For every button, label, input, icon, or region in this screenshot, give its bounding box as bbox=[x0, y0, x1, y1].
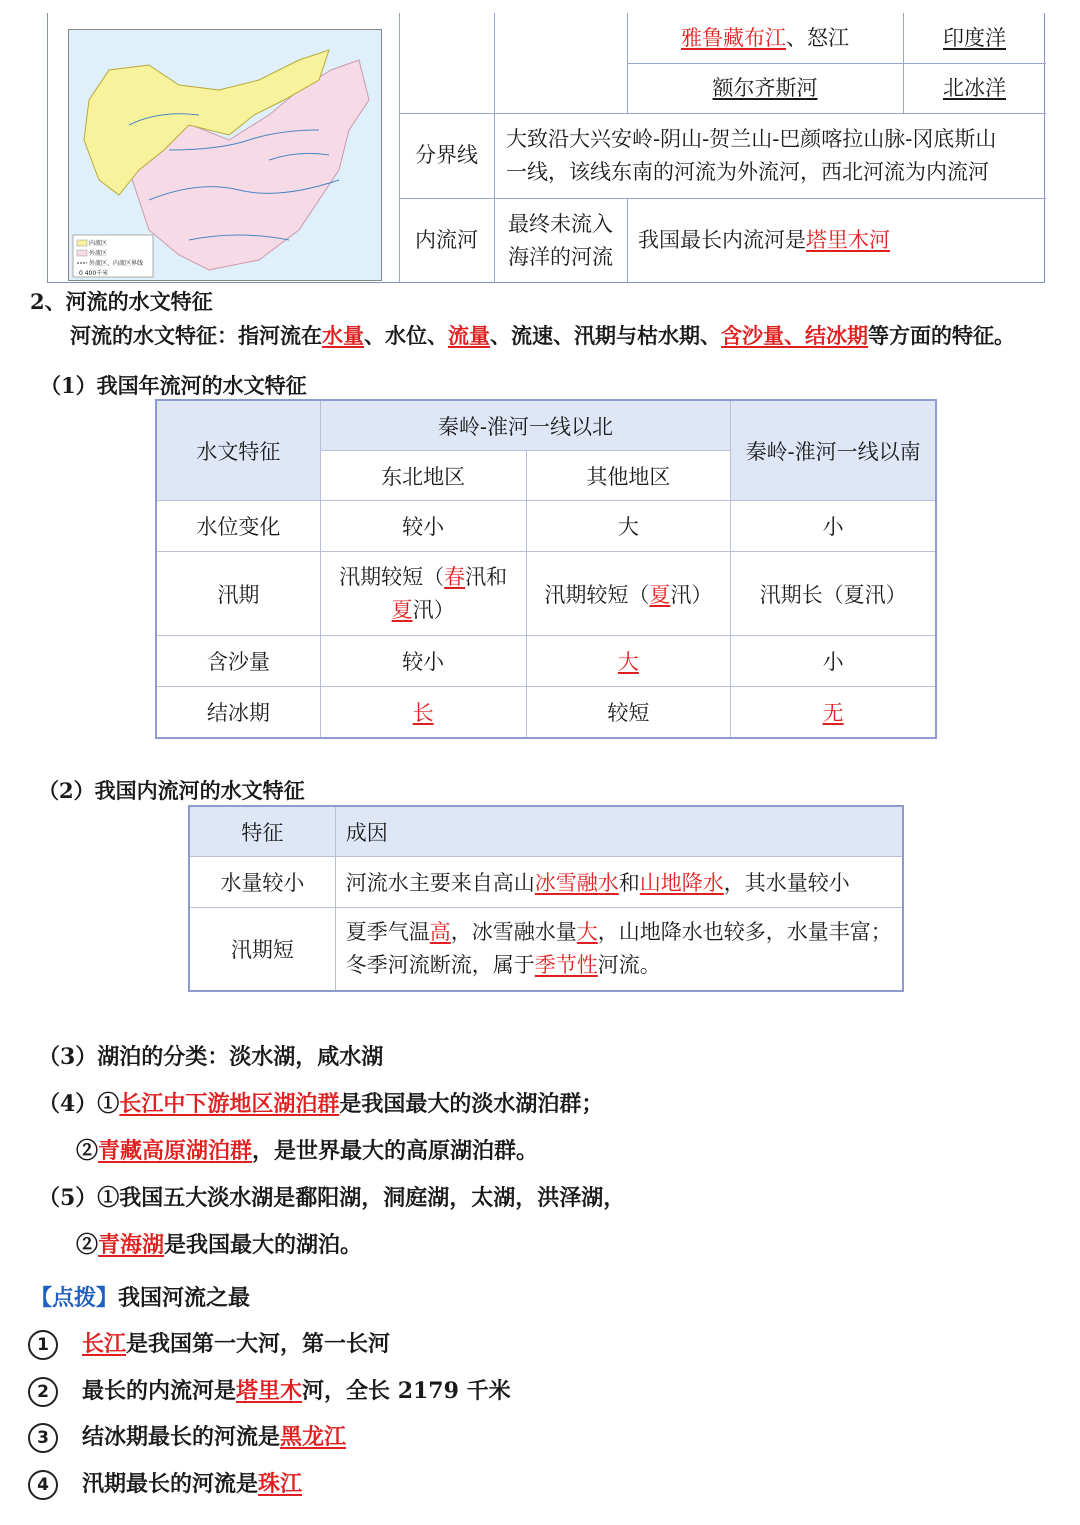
flood-other-c: 汛） bbox=[670, 582, 713, 607]
flood-other-a: 汛期较短（ bbox=[544, 582, 650, 607]
cell-ne bbox=[320, 687, 526, 738]
boundary-line-1: 大致沿大兴安岭-阴山-贺兰山-巴颜喀拉山脉-冈底斯山 bbox=[506, 126, 997, 151]
lakes-item-4b bbox=[76, 1134, 538, 1165]
table-row bbox=[157, 636, 936, 687]
longest-interior-prefix: 我国最长内流河是 bbox=[638, 228, 806, 252]
flood-ne-summer: 夏 bbox=[391, 597, 413, 622]
intro-part-1: 河流的水文特征：指河流在 bbox=[70, 323, 322, 348]
cause2-c: ，冰雪融水量 bbox=[450, 920, 577, 944]
lakes-classification: （3）湖泊的分类：淡水湖，咸水湖 bbox=[38, 1044, 384, 1070]
tip-item-2 bbox=[28, 1374, 511, 1407]
tip-item-3 bbox=[28, 1420, 346, 1453]
china-river-map bbox=[68, 29, 382, 281]
lakes-item-5b bbox=[76, 1228, 362, 1259]
exterior-river-hydrology-table bbox=[156, 400, 936, 738]
cell-ne bbox=[320, 552, 526, 636]
sediment-other: 大 bbox=[617, 650, 639, 674]
row-label: 含沙量 bbox=[157, 636, 321, 687]
header-northeast: 东北地区 bbox=[320, 451, 526, 501]
flood-ne-1c: 汛和 bbox=[465, 564, 508, 589]
cell-south: 小 bbox=[731, 636, 936, 687]
interior-river-definition bbox=[494, 198, 627, 283]
flood-ne-spring: 春 bbox=[444, 564, 466, 589]
map-graphic bbox=[69, 30, 381, 280]
tip-item-1 bbox=[28, 1327, 390, 1360]
tip-item-4 bbox=[28, 1467, 302, 1500]
row-label: 结冰期 bbox=[157, 687, 321, 738]
cell-south: 汛期长（夏汛） bbox=[731, 552, 936, 636]
circle-number-4: 4 bbox=[28, 1470, 58, 1500]
tips-heading bbox=[30, 1281, 250, 1312]
header-other: 其他地区 bbox=[526, 451, 731, 501]
cell-other bbox=[526, 636, 731, 687]
cause1-and: 和 bbox=[618, 871, 640, 895]
p4b-suffix: ，是世界最大的高原湖泊群。 bbox=[252, 1138, 539, 1164]
circle-number-1: 1 bbox=[28, 1330, 58, 1360]
row-label: 水位变化 bbox=[157, 501, 321, 552]
tip1-c: 是我国第一大河，第一长河 bbox=[126, 1331, 391, 1357]
tip2-tarim: 塔里木 bbox=[236, 1378, 303, 1404]
lakes-item-4a bbox=[38, 1087, 603, 1118]
tip3-heilongjiang: 黑龙江 bbox=[280, 1424, 347, 1450]
p5b-prefix: ② bbox=[76, 1232, 99, 1258]
p4b-prefix: ② bbox=[76, 1138, 99, 1164]
header-feature: 特征 bbox=[190, 807, 336, 857]
map-legend-scale: 0 400千米 bbox=[79, 270, 109, 277]
map-legend-exterior: 外流区 bbox=[89, 250, 108, 257]
intro-water-volume: 水量 bbox=[322, 323, 364, 348]
arctic-ocean-text: 北冰洋 bbox=[943, 75, 1006, 100]
indian-ocean-text: 印度洋 bbox=[943, 25, 1006, 50]
cause2-big: 大 bbox=[576, 920, 598, 944]
table-row bbox=[190, 857, 903, 908]
tip4-pearl-river: 珠江 bbox=[258, 1471, 303, 1497]
boundary-label: 分界线 bbox=[415, 143, 478, 167]
cell-other: 大 bbox=[526, 501, 731, 552]
definition-line-1: 最终未流入 bbox=[508, 211, 613, 236]
cause1-e: ，其水量较小 bbox=[723, 871, 850, 895]
tips-bracket: 【点拨】 bbox=[30, 1285, 119, 1311]
cell-irtysh bbox=[627, 63, 903, 113]
cause2-e: ，山地降水也较多，水量丰富； bbox=[597, 920, 892, 944]
cause2-h: 河流。 bbox=[597, 953, 661, 977]
cause1-a: 河流水主要来自高山 bbox=[345, 871, 535, 895]
tip2-c: 河，全长 2179 千米 bbox=[302, 1378, 511, 1404]
p4a-suffix: 是我国最大的淡水湖泊群； bbox=[339, 1091, 604, 1117]
intro-part-3: 、流速、汛期与枯水期、 bbox=[490, 323, 721, 348]
circle-number-2: 2 bbox=[28, 1377, 58, 1407]
p4a-yangtze-lakes: 长江中下游地区湖泊群 bbox=[119, 1091, 340, 1117]
intro-part-4: 等方面的特征。 bbox=[868, 323, 1015, 348]
cell-ne: 较小 bbox=[320, 501, 526, 552]
header-north: 秦岭-淮河一线以北 bbox=[320, 401, 730, 451]
cause2-a: 夏季气温 bbox=[345, 920, 430, 944]
ice-ne: 长 bbox=[412, 701, 434, 725]
yarlung-tsangpo-text: 雅鲁藏布江 bbox=[681, 25, 786, 50]
p4a-prefix: （4）① bbox=[38, 1091, 120, 1117]
intro-sediment-ice: 含沙量、结冰期 bbox=[721, 323, 868, 348]
interior-river-hydrology-table bbox=[189, 806, 903, 991]
cell-other: 较短 bbox=[526, 687, 731, 738]
tip3-a: 结冰期最长的河流是 bbox=[82, 1424, 281, 1450]
section-2-heading: 2、河流的水文特征 bbox=[30, 289, 213, 314]
cell-indian-ocean bbox=[903, 13, 1046, 63]
tip2-a: 最长的内流河是 bbox=[82, 1378, 237, 1404]
circle-number-3: 3 bbox=[28, 1423, 58, 1453]
row-label: 水量较小 bbox=[190, 857, 336, 908]
cell-ne: 较小 bbox=[320, 636, 526, 687]
nujiang-text: 、怒江 bbox=[786, 25, 849, 50]
ice-south: 无 bbox=[822, 701, 844, 725]
cell-yarlung-nujiang bbox=[627, 13, 903, 63]
flood-ne-2b: 汛） bbox=[412, 597, 455, 622]
table-row bbox=[190, 908, 903, 991]
cause2-seasonal: 季节性 bbox=[534, 953, 598, 977]
cell-south bbox=[731, 687, 936, 738]
p5b-qinghai-lake: 青海湖 bbox=[98, 1232, 165, 1258]
interior-river-label: 内流河 bbox=[415, 228, 478, 252]
header-feature: 水文特征 bbox=[157, 401, 321, 501]
tip1-yangtze: 长江 bbox=[82, 1331, 127, 1357]
map-legend-interior: 内流区 bbox=[89, 240, 108, 247]
intro-part-2: 、水位、 bbox=[364, 323, 448, 348]
cell-south: 小 bbox=[731, 501, 936, 552]
longest-interior-river bbox=[638, 198, 1038, 283]
row-label: 汛期 bbox=[157, 552, 321, 636]
tips-title: 我国河流之最 bbox=[118, 1285, 251, 1311]
boundary-line-2: 一线，该线东南的河流为外流河，西北河流为内流河 bbox=[506, 159, 989, 184]
definition-line-2: 海洋的河流 bbox=[508, 244, 613, 269]
cell-other bbox=[526, 552, 731, 636]
table-row bbox=[157, 501, 936, 552]
map-legend-boundary: 外流区、内流区界线 bbox=[89, 260, 144, 267]
cause1-glacier-melt: 冰雪融水 bbox=[534, 871, 619, 895]
rivers-outflow-table bbox=[47, 13, 1045, 283]
table-row bbox=[157, 687, 936, 738]
irtysh-text: 额尔齐斯河 bbox=[712, 75, 818, 100]
tip4-a: 汛期最长的河流是 bbox=[82, 1471, 259, 1497]
flood-ne-1a: 汛期较短（ bbox=[339, 564, 445, 589]
lakes-item-5a: （5）①我国五大淡水湖是鄱阳湖，洞庭湖，太湖，洪泽湖， bbox=[38, 1185, 626, 1211]
boundary-text bbox=[506, 113, 1046, 198]
cell-arctic-ocean bbox=[903, 63, 1046, 113]
cause2-high: 高 bbox=[429, 920, 451, 944]
table-row bbox=[157, 552, 936, 636]
section-2-intro bbox=[70, 320, 1015, 350]
tarim-river-text: 塔里木河 bbox=[806, 228, 890, 252]
table2-caption: （2）我国内流河的水文特征 bbox=[38, 778, 305, 803]
header-cause: 成因 bbox=[335, 807, 902, 857]
cause-cell bbox=[335, 857, 902, 908]
row-label: 汛期短 bbox=[190, 908, 336, 991]
cause-cell bbox=[335, 908, 902, 991]
flood-other-summer: 夏 bbox=[649, 582, 671, 607]
header-south: 秦岭-淮河一线以南 bbox=[731, 401, 936, 501]
table1-caption: （1）我国年流河的水文特征 bbox=[40, 373, 307, 398]
intro-flow: 流量 bbox=[448, 323, 490, 348]
p5b-suffix: 是我国最大的湖泊。 bbox=[164, 1232, 363, 1258]
p4b-qinghai-tibet-lakes: 青藏高原湖泊群 bbox=[98, 1138, 253, 1164]
cause2-f: 冬季河流断流，属于 bbox=[345, 953, 535, 977]
cause1-mountain-rain: 山地降水 bbox=[639, 871, 724, 895]
